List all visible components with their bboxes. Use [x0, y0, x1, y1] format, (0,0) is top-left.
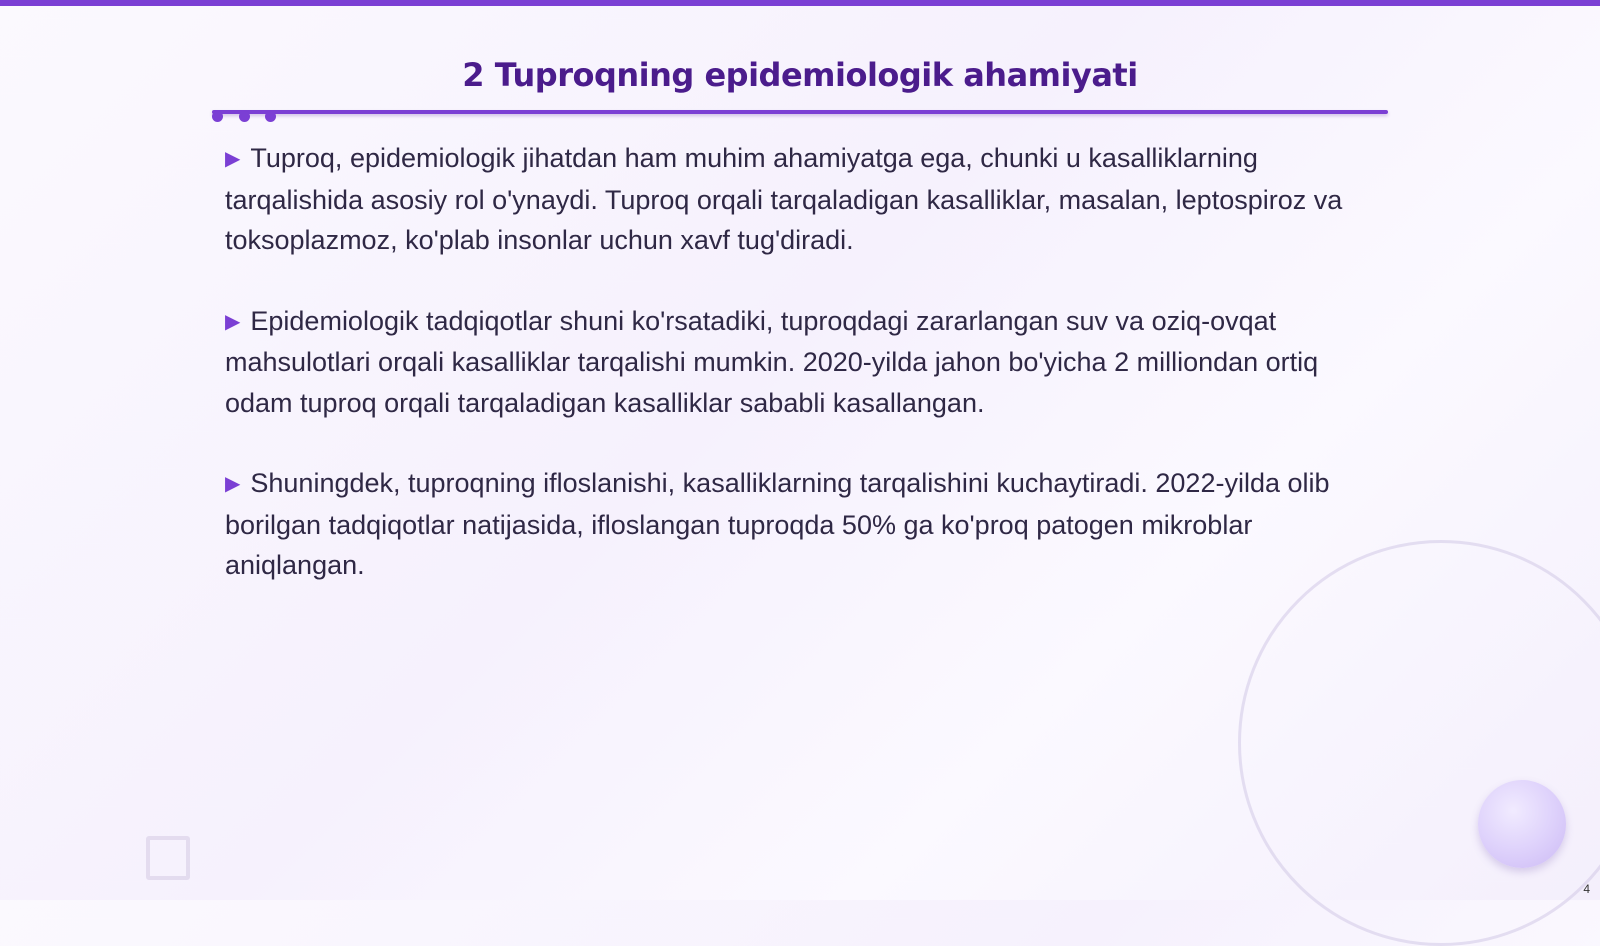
bullet-item: [225, 138, 1375, 261]
bullet-arrow-icon: ▶: [225, 310, 241, 333]
bullet-arrow-icon: ▶: [225, 148, 241, 170]
top-accent-bar: [0, 0, 1600, 6]
bullet-arrow-icon: ▶: [225, 473, 241, 495]
bullet-text: Shuningdek, tuproqning ifloslanishi, kasalliklarning tarqalishini kuchaytiradi. 2022-yilda olib borilgan tadqiqotlar natijasida, ifloslangan tuproqda 50% ga ko'proq patogen mikroblar aniqlangan.: [225, 468, 1330, 580]
slide-title: 2 Tuproqning epidemiologik ahamiyati: [462, 56, 1138, 94]
title-rule-dot: [265, 111, 276, 122]
bullet-text: Epidemiologik tadqiqotlar shuni ko'rsatadiki, tuproqdagi zararlangan suv va oziq-ovqat mahsulotlari orqali kasalliklar tarqalishi mumkin. 2020-yilda jahon bo'yicha 2 milliondan ortiq odam tuproq orqali tarqaladigan kasalliklar sababli kasallangan.: [225, 305, 1319, 418]
page-number: 4: [1583, 882, 1590, 896]
bullet-text: Tuproq, epidemiologik jihatdan ham muhim ahamiyatga ega, chunki u kasalliklarning tarqalishida asosiy rol o'ynaydi. Tuproq orqali tarqaladigan kasalliklar, masalan, leptospiroz va toksoplazmoz, ko'plab insonlar uchun xavf tug'diradi.: [225, 143, 1343, 255]
decorative-square: [146, 836, 190, 880]
title-rule-dot: [239, 111, 250, 122]
bullet-item: [225, 463, 1375, 586]
title-underline: [212, 110, 1388, 114]
bullet-item: [225, 301, 1375, 424]
bullet-list: [225, 138, 1375, 626]
title-rule-dot: [212, 111, 223, 122]
decorative-sphere: [1478, 780, 1566, 868]
